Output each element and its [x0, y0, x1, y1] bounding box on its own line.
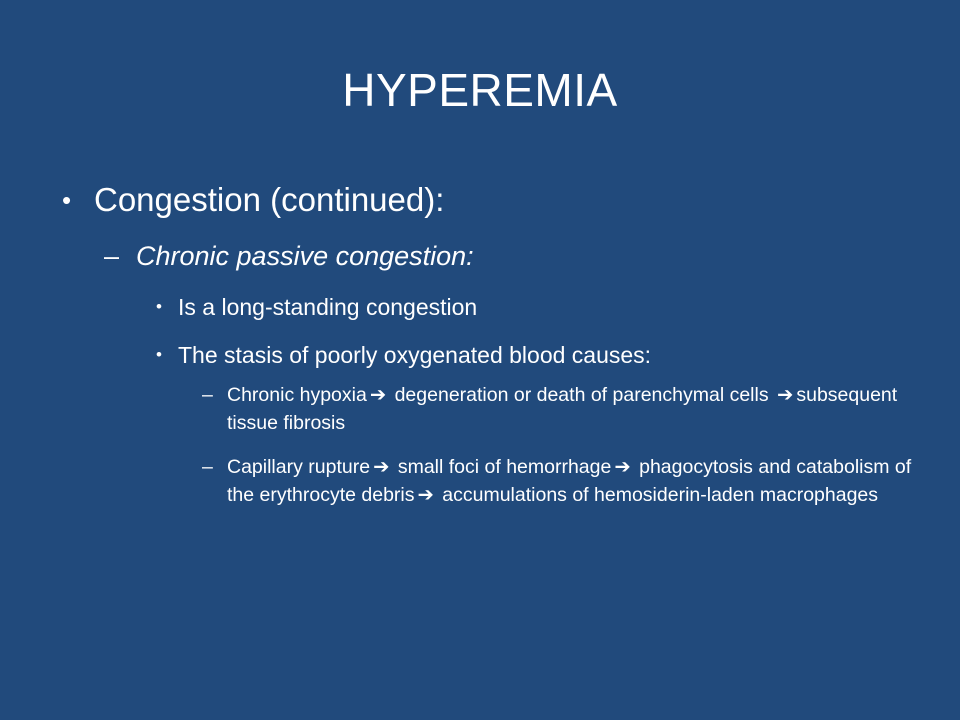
bullet-level-1	[62, 178, 912, 222]
bullet-level-3	[156, 339, 936, 371]
bullet-level-4	[202, 453, 912, 509]
bullet-level-3	[156, 291, 936, 323]
right-arrow-icon: ➔	[373, 456, 390, 478]
right-arrow-icon: ➔	[614, 456, 631, 478]
bullet-text-part: Capillary rupture	[227, 456, 371, 478]
bullet-marker: •	[62, 185, 72, 215]
dash-marker: –	[202, 456, 213, 478]
dash-marker: –	[104, 241, 120, 271]
bullet-text	[227, 381, 912, 437]
right-arrow-icon: ➔	[777, 384, 794, 406]
bullet-level-4	[202, 381, 912, 437]
bullet-marker: •	[156, 345, 162, 364]
bullet-text-part: small foci of hemorrhage	[392, 456, 612, 478]
right-arrow-icon: ➔	[369, 384, 387, 406]
bullet-text: Congestion (continued):	[94, 181, 445, 218]
bullet-text: Chronic passive congestion:	[136, 241, 474, 271]
bullet-text: The stasis of poorly oxygenated blood causes:	[178, 342, 652, 368]
bullet-text-part: degeneration or death of parenchymal cells	[389, 384, 774, 406]
bullet-text	[227, 453, 912, 509]
bullet-text: Is a long-standing congestion	[178, 294, 478, 320]
bullet-level-2	[104, 237, 924, 275]
bullet-marker: •	[156, 297, 162, 316]
bullet-text-part: phagocytosis and catabolism of the erythrocyte debris	[227, 456, 912, 506]
bullet-text-part: Chronic hypoxia	[227, 384, 367, 406]
right-arrow-icon: ➔	[417, 484, 434, 506]
dash-marker: –	[202, 384, 213, 406]
slide-title: HYPEREMIA	[342, 64, 618, 116]
bullet-text-part: subsequent tissue fibrosis	[227, 384, 898, 434]
bullet-text-part: accumulations of hemosiderin-laden macrophages	[436, 484, 879, 506]
